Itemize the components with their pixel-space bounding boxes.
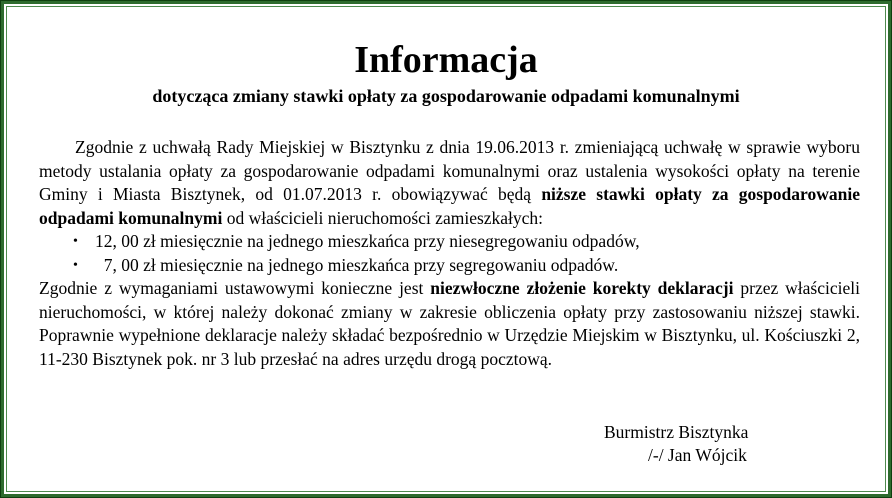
page-title: Informacja <box>354 39 538 81</box>
paragraph-2-bold: niezwłoczne złożenie korekty deklaracji <box>430 278 734 298</box>
list-item <box>39 254 860 278</box>
paragraph-1-bold: niższe stawki opłaty za gospodarowanie odpadami komunalnymi <box>39 184 860 228</box>
page-subtitle: dotycząca zmiany stawki opłaty za gospodarowanie odpadami komunalnymi <box>152 86 740 106</box>
list-item-text: 7, 00 zł miesięcznie na jednego mieszkańca przy segregowaniu odpadów. <box>95 254 619 275</box>
paragraph-1 <box>39 136 860 230</box>
signature-position: Burmistrz Bisztynka <box>604 422 749 442</box>
paragraph-1-text-b: od właścicieli nieruchomości zamieszkałych: <box>222 207 544 228</box>
paragraph-2-text-b: przez właścicieli nieruchomości, w której należy dokonać zmiany w zakresie obliczenia opłaty przy zastosowaniu niższej stawki. Poprawnie wypełnione deklaracje należy składać bezpośrednio w Urzędzie Miejskim w Bisztynku, ul. Kościuszki 2, 11-230 Bisztynek pok. nr 3 lub przesłać na adres urzędu drogą pocztową. <box>39 278 860 369</box>
list-item <box>39 230 860 254</box>
signature-name: /-/ Jan Wójcik <box>648 445 747 465</box>
paragraph-1-text-a: Zgodnie z uchwałą Rady Miejskiej w Bisztynku z dnia 19.06.2013 r. zmieniającą uchwałę w sprawie wyboru metody ustalania opłaty za gospodarowanie odpadami komunalnymi oraz ustalenia wysokości opłaty na terenie Gminy i Miasta Bisztynek, od 01.07.2013 r. obowiązywać będą <box>39 137 860 204</box>
bullet-icon: • <box>73 234 78 249</box>
paragraph-2-text-a: Zgodnie z wymaganiami ustawowymi konieczne jest <box>39 278 431 298</box>
rate-list <box>39 230 860 277</box>
paragraph-2 <box>39 277 860 371</box>
bullet-icon: • <box>73 257 78 273</box>
document-body <box>39 136 860 371</box>
list-item-text: 12, 00 zł miesięcznie na jednego mieszkańca przy niesegregowaniu odpadów, <box>95 231 640 251</box>
